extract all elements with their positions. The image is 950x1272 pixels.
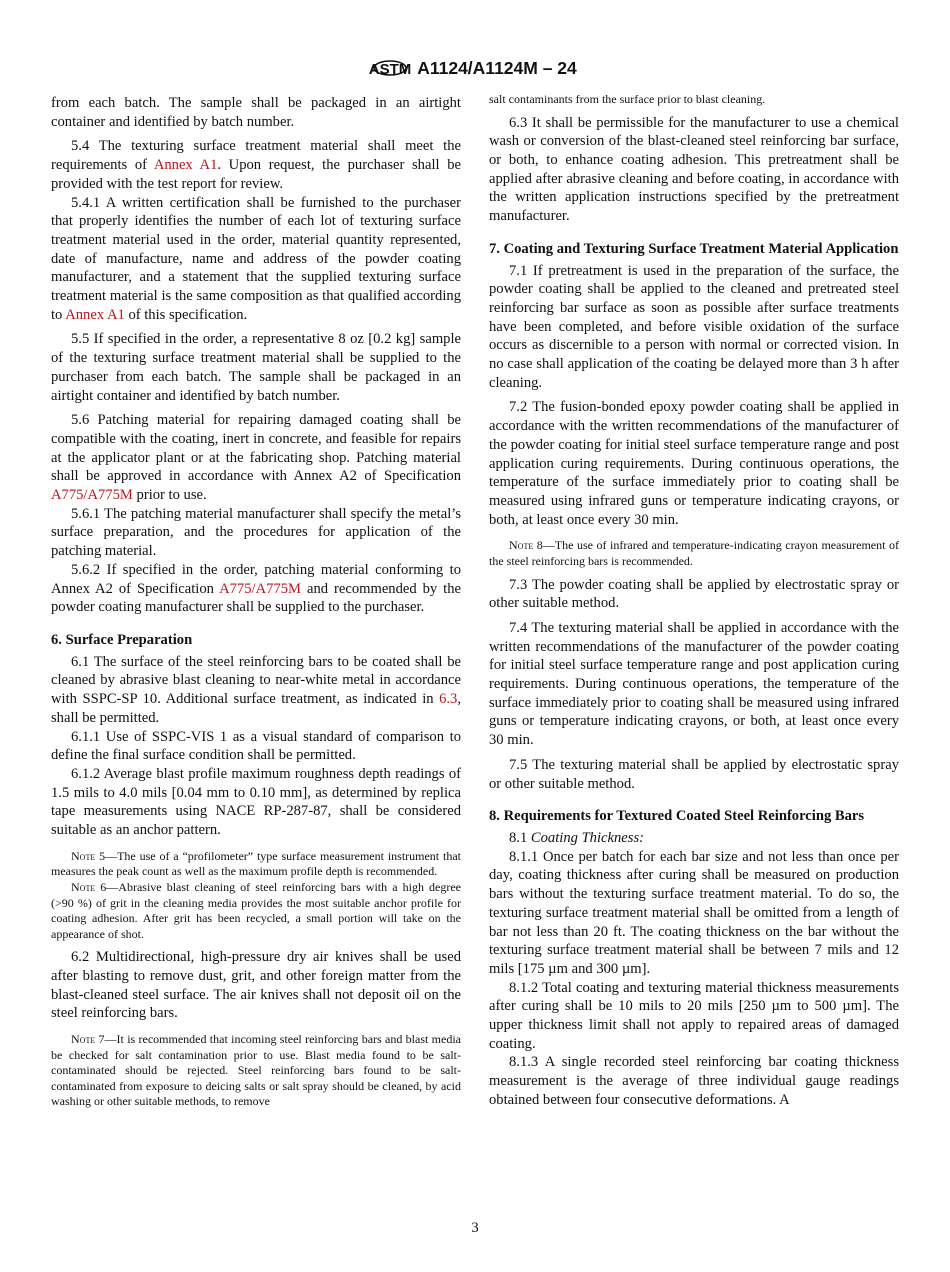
text-run: 6. Surface Preparation [51,631,193,648]
paragraph [489,1053,899,1109]
text-run: 7.4 The texturing material shall be applied in accordance with the written recommendations of the manufacturer of the powder coating for initial steel surface temperature range and post application curing requirements. During continuous operations, the temperature of the surface immediately prior to coating shall be measured using infrared guns or temperature indicating crayons, or both, at least once every 30 min. [489,619,899,749]
paragraph [489,979,899,1054]
paragraph [51,94,461,131]
text-run: salt contaminants from the surface prior to blast cleaning. [489,92,766,106]
note-label: Note [71,879,96,894]
cross-reference-link[interactable]: Annex A1 [153,157,218,174]
text-run: 8.1.2 Total coating and texturing material thickness measurements after curing shall be 10 mils to 20 mils [250 µm to 500 µm]. The upper thickness limit shall not apply to repaired areas of damaged coating. [489,979,899,1052]
paragraph [51,505,461,561]
text-run: 7—It is recommended that incoming steel reinforcing bars and blast media be checked for salt contamination prior to use. Blast media found to be salt-contaminated should be rejected. Steel reinforcing bars found to be salt-contaminated from exposure to deicing salts or salt spray should be cleaned, by acid washing or other suitable methods, to remove [51,1032,461,1109]
text-run: 5.5 If specified in the order, a representative 8 oz [0.2 kg] sample of the texturing surface treatment material shall be supplied to the purchaser from each batch. The sample shall be packaged in an airtight container and identified by batch number. [51,331,461,404]
paragraph [489,848,899,979]
paragraph [51,765,461,840]
paragraph [489,114,899,226]
text-run: 7.5 The texturing material shall be applied by electrostatic spray or other suitable method. [489,756,899,792]
note-label: Note [71,1032,96,1047]
note-paragraph [51,880,461,942]
text-run: 6.1.2 Average blast profile maximum roughness depth readings of 1.5 mils to 4.0 mils [0.04 mm to 0.10 mm], as determined by replica tape measurements using NACE RP-287-87, shall be considered suitable as an anchor pattern. [51,765,461,839]
paragraph [51,194,461,325]
paragraph [489,262,899,393]
astm-logo-icon [368,54,412,82]
text-run: , shall be permitted. [51,691,461,726]
page-header [0,54,950,82]
right-column [489,92,899,1110]
text-run: 5—The use of a “profilometer” type surface measurement instrument that measures the peak count as well as the maximum profile depth is recommended. [51,848,461,879]
note-paragraph [489,92,899,108]
paragraph [51,561,461,617]
text-run: prior to use. [132,487,207,504]
standard-designation: A1124/A1124M – 24 [417,57,577,78]
text-run: 7.3 The powder coating shall be applied by electrostatic spray or other suitable method. [489,576,899,612]
text-run: 6.3 It shall be permissible for the manufacturer to use a chemical wash or conversion of the blast-cleaned steel reinforcing bar surface, or both, to enhance coating adhesion. This pretreatment shall be applied after abrasive cleaning and before coating, in accordance with the written application instructions specified by the pretreatment manufacturer. [489,114,899,225]
text-run: 8.1.1 Once per batch for each bar size and not less than once per day, coating thickness after curing shall be measured on production bars without the texturing surface treatment material. To do so, the texturing surface treatment material shall be omitted from a length of bar not less than 20 ft. The coating thickness on the bar without the texturing surface treatment material shall be between 7 mils and 12 mils [175 µm and 300 µm]. [489,848,899,977]
cross-reference-link[interactable]: A775/A775M [219,580,302,597]
paragraph [489,576,899,613]
page-number: 3 [471,1220,479,1236]
text-run: of this specification. [124,306,248,323]
section-heading [489,807,899,826]
paragraph [51,411,461,505]
paragraph [489,619,899,750]
text-run: from each batch. The sample shall be packaged in an airtight container and identified by batch number. [51,95,461,130]
text-run: 8. Requirements for Textured Coated Steel Reinforcing Bars [489,808,865,825]
note-paragraph [51,1032,461,1110]
text-run: . Upon request, the purchaser shall be provided with the test report for review. [51,157,461,192]
paragraph [51,948,461,1023]
text-run: 8.1.3 A single recorded steel reinforcing bar coating thickness measurement is the average of three individual gauge readings obtained between four consecutive deformations. A [489,1054,899,1108]
text-run: 7.2 The fusion-bonded epoxy powder coating shall be applied in accordance with the written recommendations of the manufacturer of the powder coating for initial steel surface temperature range and post application curing requirements. During continuous operations, the temperature of the surface immediately prior to coating shall be measured using infrared guns or temperature indicating crayons, or both, at least once every 30 min. [489,399,899,528]
text-run: and recommended by the powder coating manufacturer shall be supplied to the purchaser. [51,580,461,616]
paragraph [51,728,461,765]
note-paragraph [489,538,899,569]
text-run: 5.6 Patching material for repairing damaged coating shall be compatible with the coating, inert in concrete, and feasible for repairs at the applicator plant or at the fabricating shop. Patching material shall be approved in accordance with Annex A2 of Specification [51,412,461,485]
text-run: 5.6.2 If specified in the order, patching material conforming to Annex A2 of Specification [51,561,461,597]
text-run: 6.2 Multidirectional, high-pressure dry air knives shall be used after blasting to remove dust, grit, and other foreign matter from the blast-cleaned steel surface. The air knives shall not deposit oil on the steel reinforcing bars. [51,949,461,1022]
note-label: Note [71,848,96,863]
text-run: 6—Abrasive blast cleaning of steel reinforcing bars with a high degree (>90 %) of grit in the cleaning media provides the most suitable anchor profile for coating adhesion. After grit has been recycled, a small portion will take on the appearance of shot. [51,879,461,941]
text-run: 8—The use of infrared and temperature-indicating crayon measurement of the steel reinforcing bars is recommended. [489,538,899,568]
section-heading [51,631,461,650]
text-run: 7. Coating and Texturing Surface Treatment Material Application [489,240,899,257]
paragraph [489,829,899,848]
text-run: Coating Thickness: [530,829,644,846]
text-run: 7.1 If pretreatment is used in the preparation of the surface, the powder coating shall be applied to the cleaned and pretreated steel reinforcing bar surface as soon as possible after surface treatments have been completed, and before visible oxidation of the surface occurs as discernible to a person with normal or corrected vision. In no case shall application of the coating be delayed more than 3 h after cleaning. [489,262,899,391]
svg-text:ASTM: ASTM [368,61,412,78]
paragraph [51,653,461,728]
section-heading [489,240,899,259]
note-label: Note [509,538,534,553]
cross-reference-link[interactable]: A775/A775M [51,487,133,504]
cross-reference-link[interactable]: Annex A1 [65,306,125,323]
text-run: 8.1 [509,829,531,846]
paragraph [51,137,461,193]
paragraph [489,756,899,793]
left-column [51,94,461,1110]
text-run: 5.4.1 A written certification shall be furnished to the purchaser that properly identifies the number of each lot of texturing surface treatment material used in the order, material quantity represented, date of manufacture, name and address of the powder coating manufacturer, and a statement that the supplied texturing surface treatment material is the same composition as that qualified according to [51,194,461,323]
note-paragraph [51,849,461,880]
paragraph [51,330,461,405]
text-run: 5.4 The texturing surface treatment material shall meet the requirements of [51,138,461,174]
text-run: 5.6.1 The patching material manufacturer shall specify the metal’s surface preparation, and the procedures for application of the patching material. [51,505,461,560]
text-run: 6.1 The surface of the steel reinforcing bars to be coated shall be cleaned by abrasive blast cleaning to near-white metal in accordance with SSPC-SP 10. Additional surface treatment, as indicated in [51,653,461,708]
paragraph [489,398,899,529]
text-run: 6.1.1 Use of SSPC-VIS 1 as a visual standard of comparison to define the final surface condition shall be permitted. [51,728,461,764]
cross-reference-link[interactable]: 6.3 [439,691,458,708]
